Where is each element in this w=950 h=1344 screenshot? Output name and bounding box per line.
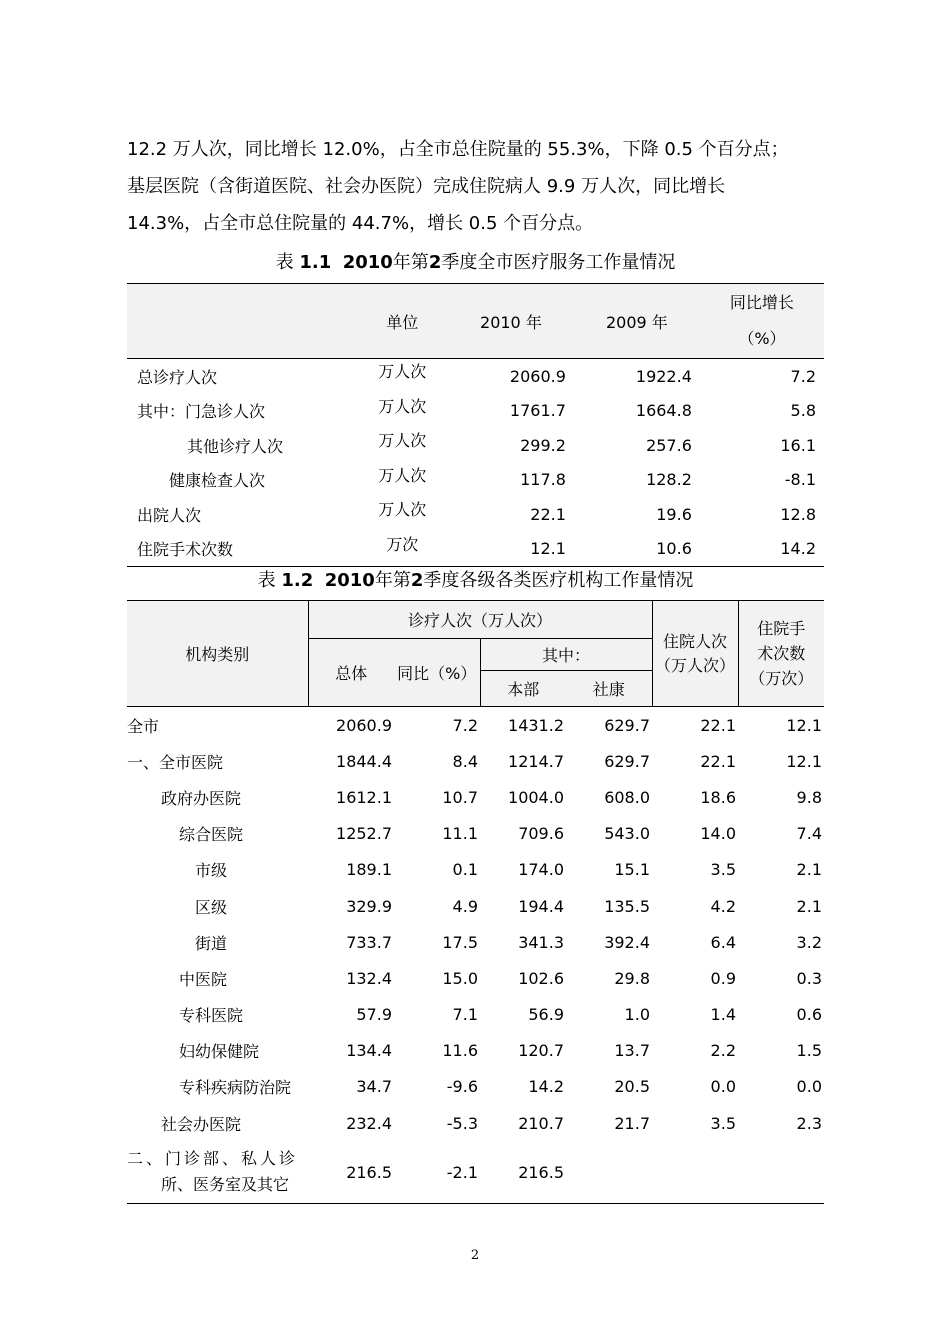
paragraph-line: 12.2 万人次，同比增长 12.0%，占全市总住院量的 55.3%，下降 0.5 个百分点； <box>127 139 789 160</box>
table-header-row <box>127 601 824 639</box>
table-row <box>127 960 824 996</box>
value-growth: 16.1 <box>780 435 816 455</box>
header-type: 机构类别 <box>127 601 308 707</box>
header-inpatient-l2: （万人次） <box>654 655 735 675</box>
value-hq: 102.6 <box>518 968 564 988</box>
value-surgery: 1.5 <box>796 1041 822 1061</box>
caption-number: 1.1 <box>299 252 332 273</box>
value-inpatient: 22.1 <box>700 715 736 735</box>
row-name: 市级 <box>195 861 228 881</box>
row-unit: 万人次 <box>378 362 427 381</box>
row-name: 其中：门急诊人次 <box>137 402 266 422</box>
row-name-line: 二、门诊部、私人诊 <box>127 1149 299 1169</box>
value-growth: 7.2 <box>790 366 816 386</box>
value-surgery: 2.1 <box>796 860 822 880</box>
table-medical-service-workload <box>127 283 824 567</box>
table-row <box>127 532 824 567</box>
value-2010: 22.1 <box>530 504 566 524</box>
value-yoy: 8.4 <box>452 751 478 771</box>
header-visits: 诊疗人次（万人次） <box>308 601 652 639</box>
row-name: 住院手术次数 <box>137 540 234 560</box>
table-row <box>127 497 824 532</box>
value-inpatient: 3.5 <box>710 1113 736 1133</box>
header-community: 社康 <box>566 671 652 707</box>
value-total: 34.7 <box>356 1077 392 1097</box>
value-yoy: -2.1 <box>446 1162 478 1182</box>
value-total: 2060.9 <box>336 715 392 735</box>
caption-text: 年第 <box>374 570 411 591</box>
row-name: 中医院 <box>179 969 228 989</box>
caption-quarter: 2 <box>410 570 424 591</box>
value-community: 29.8 <box>614 968 650 988</box>
row-name: 综合医院 <box>179 825 244 845</box>
value-community: 135.5 <box>604 896 650 916</box>
value-inpatient: 2.2 <box>710 1041 736 1061</box>
value-community: 608.0 <box>604 787 650 807</box>
paragraph-line: 基层医院（含街道医院、社会办医院）完成住院病人 9.9 万人次，同比增长 <box>127 176 726 197</box>
value-inpatient: 6.4 <box>710 932 736 952</box>
value-surgery: 12.1 <box>786 751 822 771</box>
value-surgery: 12.1 <box>786 715 822 735</box>
row-name-line: 所、医务室及其它 <box>161 1175 290 1195</box>
value-yoy: -5.3 <box>446 1113 478 1133</box>
value-hq: 14.2 <box>528 1077 564 1097</box>
header-growth <box>700 284 824 359</box>
value-2009: 128.2 <box>646 470 692 490</box>
header-growth-l1: 同比增长 <box>729 293 794 312</box>
value-hq: 194.4 <box>518 896 564 916</box>
value-yoy: 7.2 <box>452 715 478 735</box>
table-row <box>127 707 824 744</box>
caption-prefix: 表 <box>275 252 294 273</box>
caption-text: 年第 <box>392 252 429 273</box>
caption-number: 1.2 <box>281 570 314 591</box>
value-yoy: 10.7 <box>442 787 478 807</box>
table-row <box>127 997 824 1033</box>
header-blank <box>127 284 357 359</box>
paragraph-line: 14.3%，占全市总住院量的 44.7%，增长 0.5 个百分点。 <box>127 213 594 234</box>
value-total: 134.4 <box>346 1041 392 1061</box>
row-name: 政府办医院 <box>161 788 242 808</box>
value-total: 1844.4 <box>336 751 392 771</box>
value-inpatient: 22.1 <box>700 751 736 771</box>
table-institution-workload <box>127 600 824 1204</box>
row-name: 健康检查人次 <box>169 471 266 491</box>
value-hq: 56.9 <box>528 1005 564 1025</box>
value-surgery <box>738 1141 824 1204</box>
value-2009: 1922.4 <box>635 366 692 386</box>
value-growth: 12.8 <box>780 504 816 524</box>
value-community: 13.7 <box>614 1041 650 1061</box>
value-inpatient: 18.6 <box>700 787 736 807</box>
value-total: 132.4 <box>346 968 392 988</box>
value-2010: 299.2 <box>520 435 566 455</box>
table-2-caption <box>127 566 824 592</box>
value-2010: 117.8 <box>520 470 566 490</box>
row-unit: 万人次 <box>378 396 427 416</box>
row-name: 区级 <box>195 897 228 917</box>
header-inpatient-l1: 住院人次 <box>662 631 727 651</box>
value-community <box>566 1141 652 1204</box>
table-row <box>127 1069 824 1105</box>
value-yoy: -9.6 <box>446 1077 478 1097</box>
table-row <box>127 779 824 815</box>
row-name: 总诊疗人次 <box>137 367 218 387</box>
value-inpatient <box>652 1141 738 1204</box>
row-name: 专科疾病防治院 <box>179 1078 292 1098</box>
caption-text: 季度全市医疗服务工作量情况 <box>441 252 676 273</box>
header-surgery-l2: 术次数 <box>757 644 806 663</box>
value-hq: 341.3 <box>518 932 564 952</box>
row-name: 出院人次 <box>137 505 202 525</box>
value-total: 216.5 <box>346 1162 392 1182</box>
value-2010: 1761.7 <box>509 401 566 421</box>
value-inpatient: 0.9 <box>710 968 736 988</box>
value-inpatient: 4.2 <box>710 896 736 916</box>
caption-text: 季度各级各类医疗机构工作量情况 <box>423 570 694 591</box>
table-1-caption <box>127 248 824 274</box>
value-community: 21.7 <box>614 1113 650 1133</box>
value-yoy: 11.1 <box>442 824 478 844</box>
value-hq: 120.7 <box>518 1041 564 1061</box>
value-2010: 12.1 <box>530 539 566 559</box>
value-surgery: 0.3 <box>796 968 822 988</box>
value-surgery: 2.1 <box>796 896 822 916</box>
value-hq: 1004.0 <box>508 787 564 807</box>
table-row <box>127 1105 824 1141</box>
value-surgery: 0.6 <box>796 1005 822 1025</box>
value-yoy: 4.9 <box>452 896 478 916</box>
table-row <box>127 852 824 888</box>
row-name: 社会办医院 <box>161 1114 242 1134</box>
value-surgery: 0.0 <box>796 1077 822 1097</box>
header-among: 其中： <box>480 639 652 671</box>
value-yoy: 15.0 <box>442 968 478 988</box>
value-2009: 1664.8 <box>635 401 692 421</box>
value-growth: -8.1 <box>784 470 816 490</box>
table-row <box>127 359 824 394</box>
header-hq: 本部 <box>480 671 566 707</box>
body-paragraph <box>127 131 824 242</box>
value-community: 392.4 <box>604 932 650 952</box>
value-surgery: 2.3 <box>796 1113 822 1133</box>
table-row <box>127 463 824 498</box>
caption-year: 2010 <box>324 570 375 591</box>
row-unit: 万人次 <box>378 465 427 485</box>
row-name <box>127 1141 308 1204</box>
table-row <box>127 1141 824 1204</box>
value-total: 232.4 <box>346 1113 392 1133</box>
value-surgery: 9.8 <box>796 787 822 807</box>
value-yoy: 7.1 <box>452 1005 478 1025</box>
value-hq: 216.5 <box>518 1162 564 1182</box>
page-number: 2 <box>470 1248 480 1263</box>
value-community: 1.0 <box>624 1005 650 1025</box>
value-total: 57.9 <box>356 1005 392 1025</box>
value-surgery: 3.2 <box>796 932 822 952</box>
table-row <box>127 888 824 924</box>
value-growth: 5.8 <box>790 401 816 421</box>
value-inpatient: 14.0 <box>700 824 736 844</box>
row-unit: 万次 <box>386 534 419 554</box>
row-name: 一、全市医院 <box>127 752 224 772</box>
value-community: 629.7 <box>604 751 650 771</box>
caption-quarter: 2 <box>428 252 442 273</box>
value-hq: 709.6 <box>518 824 564 844</box>
caption-prefix: 表 <box>257 570 276 591</box>
row-name: 其他诊疗人次 <box>187 436 284 456</box>
header-2009: 2009 年 <box>605 312 668 332</box>
value-surgery: 7.4 <box>796 824 822 844</box>
value-community: 20.5 <box>614 1077 650 1097</box>
value-2009: 257.6 <box>646 435 692 455</box>
value-total: 1252.7 <box>336 824 392 844</box>
header-2010: 2010 年 <box>480 312 542 332</box>
value-community: 15.1 <box>614 860 650 880</box>
header-yoy: 同比（%） <box>394 639 480 707</box>
value-total: 329.9 <box>346 896 392 916</box>
row-unit: 万人次 <box>378 431 427 450</box>
row-name: 妇幼保健院 <box>179 1042 260 1062</box>
value-community: 543.0 <box>604 824 650 844</box>
table-row <box>127 924 824 960</box>
value-total: 1612.1 <box>336 787 392 807</box>
row-name: 街道 <box>195 933 228 953</box>
row-name: 专科医院 <box>179 1006 244 1026</box>
value-yoy: 0.1 <box>452 860 478 880</box>
value-hq: 1214.7 <box>508 751 564 771</box>
table-header-row <box>127 284 824 359</box>
value-yoy: 11.6 <box>442 1041 478 1061</box>
caption-year: 2010 <box>342 252 393 273</box>
value-inpatient: 0.0 <box>710 1077 736 1097</box>
table-row <box>127 394 824 429</box>
row-name: 全市 <box>127 716 160 736</box>
value-total: 733.7 <box>346 932 392 952</box>
row-unit: 万人次 <box>378 500 427 519</box>
header-surgery-l3: （万次） <box>749 669 814 688</box>
value-2009: 10.6 <box>656 539 692 559</box>
value-inpatient: 3.5 <box>710 860 736 880</box>
value-yoy: 17.5 <box>442 932 478 952</box>
header-surgery-l1: 住院手 <box>757 619 806 638</box>
table-row <box>127 816 824 852</box>
value-hq: 1431.2 <box>508 715 564 735</box>
value-community: 629.7 <box>604 715 650 735</box>
header-growth-l2: （%） <box>738 329 786 348</box>
value-2010: 2060.9 <box>509 366 566 386</box>
table-row <box>127 428 824 463</box>
value-inpatient: 1.4 <box>710 1005 736 1025</box>
header-total: 总体 <box>308 639 394 707</box>
header-surgery <box>738 601 824 707</box>
value-growth: 14.2 <box>780 539 816 559</box>
table-row <box>127 1033 824 1069</box>
value-2009: 19.6 <box>656 504 692 524</box>
table-row <box>127 743 824 779</box>
value-hq: 210.7 <box>518 1113 564 1133</box>
header-inpatient <box>652 601 738 707</box>
value-total: 189.1 <box>346 860 392 880</box>
value-hq: 174.0 <box>518 860 564 880</box>
header-unit: 单位 <box>386 312 419 332</box>
